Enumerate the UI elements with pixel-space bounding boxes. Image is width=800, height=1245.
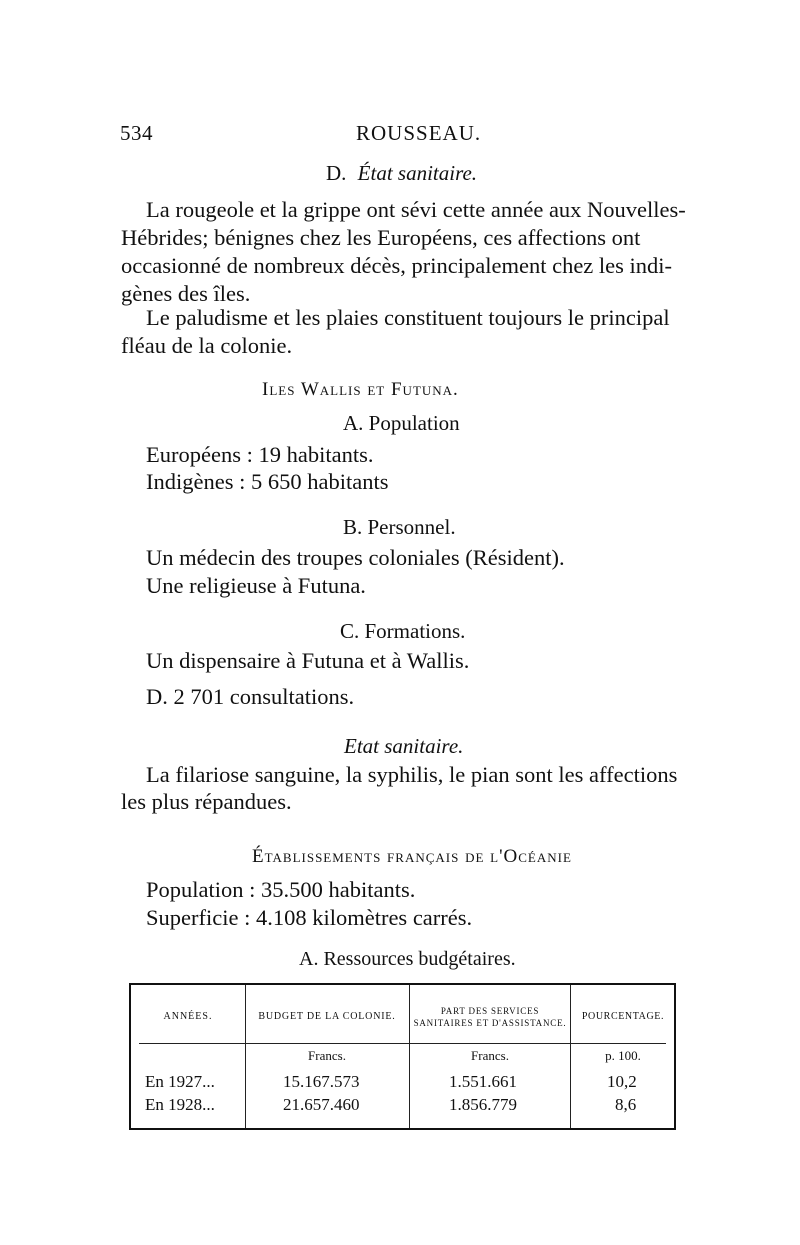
column-header-annees: ANNÉES. bbox=[163, 1011, 213, 1022]
heading-letter: D. bbox=[326, 161, 347, 185]
section-title-wallis-futuna: Iles Wallis et Futuna. bbox=[262, 379, 459, 400]
paragraph-line: occasionné de nombreux décès, principalement chez les indi- bbox=[121, 253, 673, 278]
table-row-1928-pourcentage: 8,6 bbox=[615, 1095, 637, 1114]
table-row-1928-services: 1.856.779 bbox=[449, 1095, 517, 1114]
table-row-1927-annee: En 1927... bbox=[145, 1072, 215, 1091]
table-row-1927-pourcentage: 10,2 bbox=[607, 1072, 637, 1091]
running-title: ROUSSEAU. bbox=[356, 121, 482, 145]
table-row-1927-budget: 15.167.573 bbox=[283, 1072, 360, 1091]
consultations-line: D. 2 701 consultations. bbox=[146, 684, 355, 709]
column-header-part-services: PART DES SERVICES SANITAIRES ET D'ASSISTANCE. bbox=[413, 1006, 567, 1028]
section-title-oceanie: Établissements français de l'Océanie bbox=[252, 846, 572, 867]
oceanie-superficie: Superficie : 4.108 kilomètres carrés. bbox=[146, 905, 473, 930]
personnel-line-2: Une religieuse à Futuna. bbox=[146, 573, 366, 598]
paragraph-line: Hébrides; bénignes chez les Européens, ces affections ont bbox=[121, 225, 641, 250]
paragraph-line: fléau de la colonie. bbox=[121, 333, 293, 358]
indigenes-count: Indigènes : 5 650 habitants bbox=[146, 469, 389, 494]
population-heading-text: A. Population bbox=[343, 411, 460, 435]
unit-francs-budget: Francs. bbox=[308, 1048, 346, 1063]
ressources-heading: A. Ressources budgétaires. bbox=[299, 948, 516, 970]
filariose-line-2: les plus répandues. bbox=[121, 789, 292, 814]
unit-francs-services: Francs. bbox=[471, 1048, 509, 1063]
header-rule bbox=[139, 1043, 666, 1044]
table-row-1928-budget: 21.657.460 bbox=[283, 1095, 360, 1114]
oceanie-population: Population : 35.500 habitants. bbox=[146, 877, 416, 902]
table-row-1928-annee: En 1928... bbox=[145, 1095, 215, 1114]
paragraph-paludisme bbox=[121, 304, 686, 360]
column-divider bbox=[409, 985, 410, 1128]
population-heading bbox=[343, 411, 460, 436]
personnel-heading: B. Personnel. bbox=[343, 515, 456, 539]
budget-table bbox=[129, 983, 676, 1130]
table-row-1927-services: 1.551.661 bbox=[449, 1072, 517, 1091]
paragraph-line: Le paludisme et les plaies constituent toujours le principal bbox=[146, 305, 670, 330]
europeens-count: Européens : 19 habitants. bbox=[146, 442, 374, 467]
paragraph-line: gènes des îles. bbox=[121, 281, 251, 306]
column-header-budget: BUDGET DE LA COLONIE. bbox=[258, 1011, 396, 1022]
column-divider bbox=[570, 985, 571, 1128]
formations-line-1: Un dispensaire à Futuna et à Wallis. bbox=[146, 648, 470, 673]
heading-title: État sanitaire. bbox=[357, 161, 478, 185]
paragraph-rougeole bbox=[121, 196, 686, 308]
unit-percent: p. 100. bbox=[605, 1048, 641, 1063]
personnel-line-1: Un médecin des troupes coloniales (Résident). bbox=[146, 545, 565, 570]
column-divider bbox=[245, 985, 246, 1128]
column-header-pourcentage: POURCENTAGE. bbox=[581, 1011, 665, 1022]
page-number: 534 bbox=[120, 121, 153, 145]
section-heading-etat-sanitaire bbox=[326, 161, 477, 186]
formations-heading: C. Formations. bbox=[340, 619, 466, 643]
filariose-line-1: La filariose sanguine, la syphilis, le pian sont les affections bbox=[146, 762, 678, 787]
etat-sanitaire-heading: Etat sanitaire. bbox=[344, 734, 464, 758]
paragraph-line: La rougeole et la grippe ont sévi cette année aux Nouvelles- bbox=[146, 197, 686, 222]
